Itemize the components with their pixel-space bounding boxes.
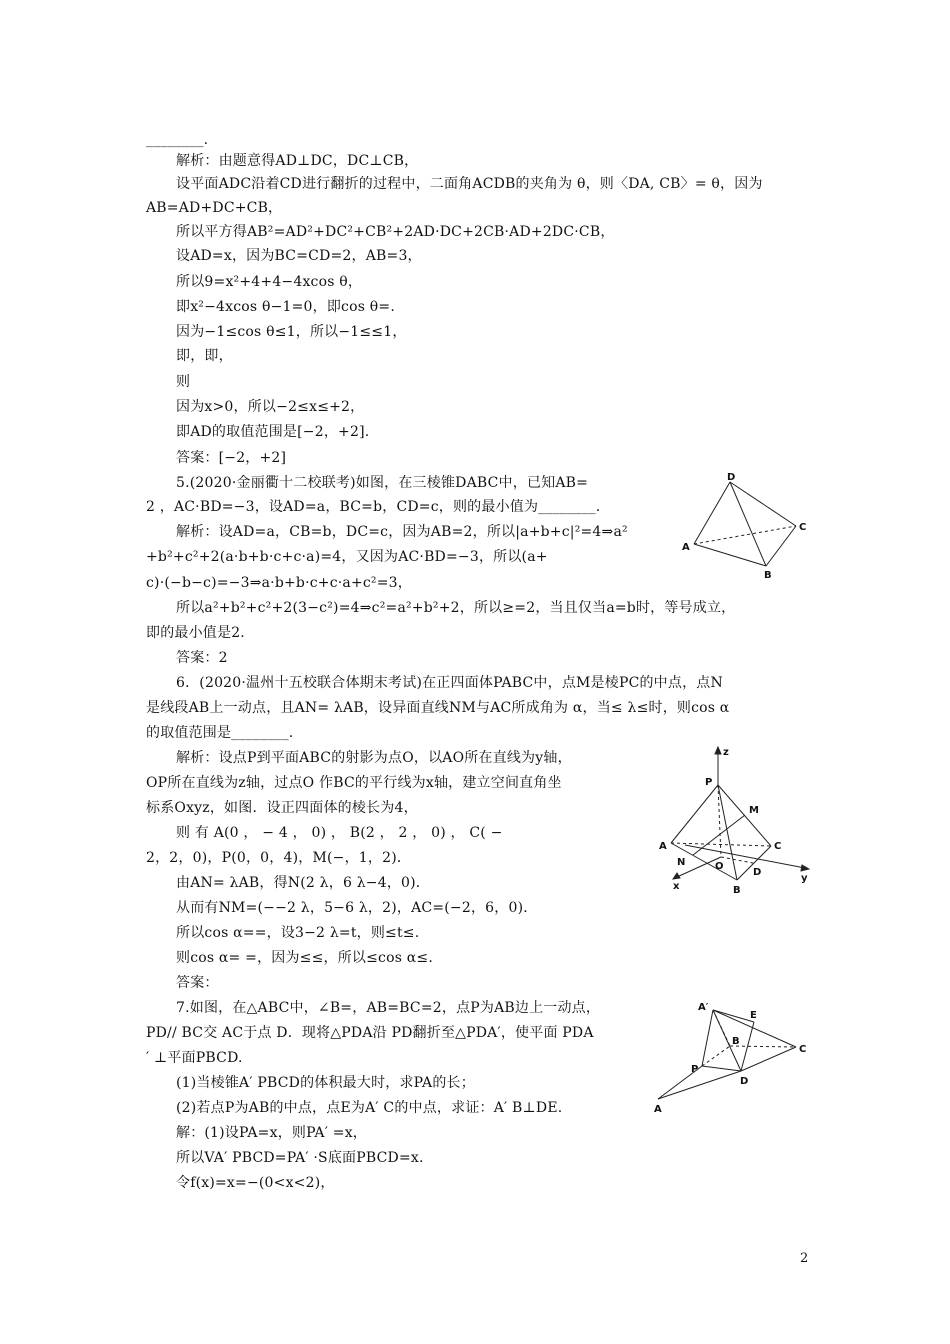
vertex-label: B	[732, 1036, 740, 1047]
axis-label: z	[723, 747, 729, 758]
text-line: 即的最小值是2.	[146, 625, 245, 641]
text-line: 解析：设AD=a，CB=b，DC=c，因为AB=2，所以|a+b+c|²=4⇒a²	[176, 524, 628, 540]
text-line: 2 ，AC·BD=−3，设AD=a，BC=b，CD=c，则的最小值为________.	[146, 499, 601, 515]
vertex-label: E	[750, 1010, 757, 1021]
vertex-label: O	[715, 861, 724, 872]
text-line: 因为x>0，所以−2≤x≤+2，	[176, 399, 365, 415]
vertex-label: D	[740, 1076, 749, 1087]
vertex-label: B	[764, 570, 772, 581]
vertex-label: C	[799, 1044, 807, 1055]
text-line: OP所在直线为z轴，过点O 作BC的平行线为x轴，建立空间直角坐	[146, 775, 562, 791]
text-line: 5.(2020·金丽衢十二校联考)如图，在三棱锥DABC中，已知AB=	[176, 475, 589, 491]
text-line: 则 有 A(0 ， − 4 ， 0) ， B(2 ， 2 ， 0) ， C( −	[176, 825, 503, 841]
text-line: 即，即，	[176, 348, 233, 364]
text-line: PD// BC交 AC于点 D．现将△PDA沿 PD翻折至△PDA′，使平面 PDA	[146, 1025, 594, 1041]
text-line: ′ ⊥平面PBCD.	[146, 1050, 243, 1066]
text-line: 7.如图，在△ABC中，∠B=，AB=BC=2，点P为AB边上一动点，	[176, 1000, 601, 1016]
text-line: ________.	[146, 132, 209, 148]
vertex-label: A	[654, 1104, 662, 1115]
text-line: 所以cos α==，设3−2 λ=t，则≤t≤.	[176, 925, 420, 941]
text-line: 设AD=x，因为BC=CD=2，AB=3，	[176, 248, 422, 264]
text-line: 设平面ADC沿着CD进行翻折的过程中，二面角ACDB的夹角为 θ，则〈DA, CB〉= θ，因为	[176, 176, 763, 192]
text-line: 标系Oxyz，如图．设正四面体的棱长为4，	[146, 800, 418, 816]
tetrahedron-figure-dabc	[672, 470, 822, 585]
text-line: 答案：2	[176, 650, 228, 666]
text-line: 即x²−4xcos θ−1=0，即cos θ=.	[176, 299, 395, 315]
text-line: (2)若点P为AB的中点，点E为A′ C的中点，求证：A′ B⊥DE.	[176, 1100, 563, 1116]
vertex-label: P	[705, 777, 713, 788]
text-line: 答案：	[176, 975, 219, 991]
text-line: 令f(x)=x=−(0<x<2)，	[176, 1175, 335, 1191]
vertex-label: P	[691, 1064, 699, 1075]
vertex-label: D	[727, 472, 736, 483]
vertex-label: N	[677, 857, 686, 868]
folding-figure-pdA	[650, 998, 820, 1118]
text-line: 所以9=x²+4+4−4xcos θ，	[176, 274, 363, 290]
text-line: 由AN= λAB，得N(2 λ，6 λ−4，0)．	[176, 875, 430, 891]
text-line: 的取值范围是________.	[146, 725, 294, 741]
axis-label: y	[801, 873, 808, 884]
axis-label: x	[673, 881, 680, 892]
text-line: 所以VA′ PBCD=PA′ ·S底面PBCD=x.	[176, 1150, 424, 1166]
text-line: (1)当棱锥A′ PBCD的体积最大时，求PA的长；	[176, 1075, 475, 1091]
text-line: AB=AD+DC+CB，	[146, 200, 283, 216]
text-line: 解析：设点P到平面ABC的射影为点O，以AO所在直线为y轴，	[176, 750, 572, 766]
vertex-label: C	[774, 841, 782, 852]
text-line: 则cos α= =，因为≤≤，所以≤cos α≤.	[176, 950, 433, 966]
page-number: 2	[800, 1251, 809, 1266]
text-line: 答案：[−2，+2]	[176, 450, 287, 466]
text-line: +b²+c²+2(a·b+b·c+c·a)=4，又因为AC·BD=−3，所以(a+	[146, 549, 548, 565]
text-line: c)·(−b−c)=−3⇒a·b+b·c+c·a+c²=3，	[146, 575, 412, 591]
vertex-label: C	[799, 522, 807, 533]
vertex-label: M	[749, 805, 759, 816]
tetrahedron-figure-pabc-axes	[655, 745, 815, 900]
text-line: 解析：由题意得AD⊥DC，DC⊥CB，	[176, 153, 419, 169]
text-line: 所以a²+b²+c²+2(3−c²)=4⇒c²=a²+b²+2，所以≥=2，当且仅当a=b时，等号成立，	[176, 600, 736, 616]
text-line: 2，2，0)，P(0，0，4)，M(−，1，2)．	[146, 850, 412, 866]
vertex-label: A	[682, 542, 690, 553]
text-line: 即AD的取值范围是[−2，+2].	[176, 424, 370, 440]
text-line: 解：(1)设PA=x，则PA′ =x，	[176, 1125, 368, 1141]
text-line: 因为−1≤cos θ≤1，所以−1≤≤1，	[176, 324, 407, 340]
text-line: 从而有NM=(−−2 λ，5−6 λ，2)，AC=(−2，6，0)．	[176, 900, 538, 916]
text-line: 所以平方得AB²=AD²+DC²+CB²+2AD·DC+2CB·AD+2DC·CB，	[176, 224, 615, 240]
vertex-label: B	[733, 885, 741, 896]
vertex-label: A′	[698, 1002, 709, 1013]
vertex-label: D	[753, 867, 762, 878]
vertex-label: A	[659, 841, 667, 852]
text-line: 6．(2020·温州十五校联合体期末考试)在正四面体PABC中，点M是棱PC的中点，点N	[176, 675, 723, 691]
text-line: 则	[176, 374, 191, 390]
text-line: 是线段AB上一动点，且AN= λAB，设异面直线NM与AC所成角为 α，当≤ λ≤时，则cos α	[146, 700, 730, 716]
